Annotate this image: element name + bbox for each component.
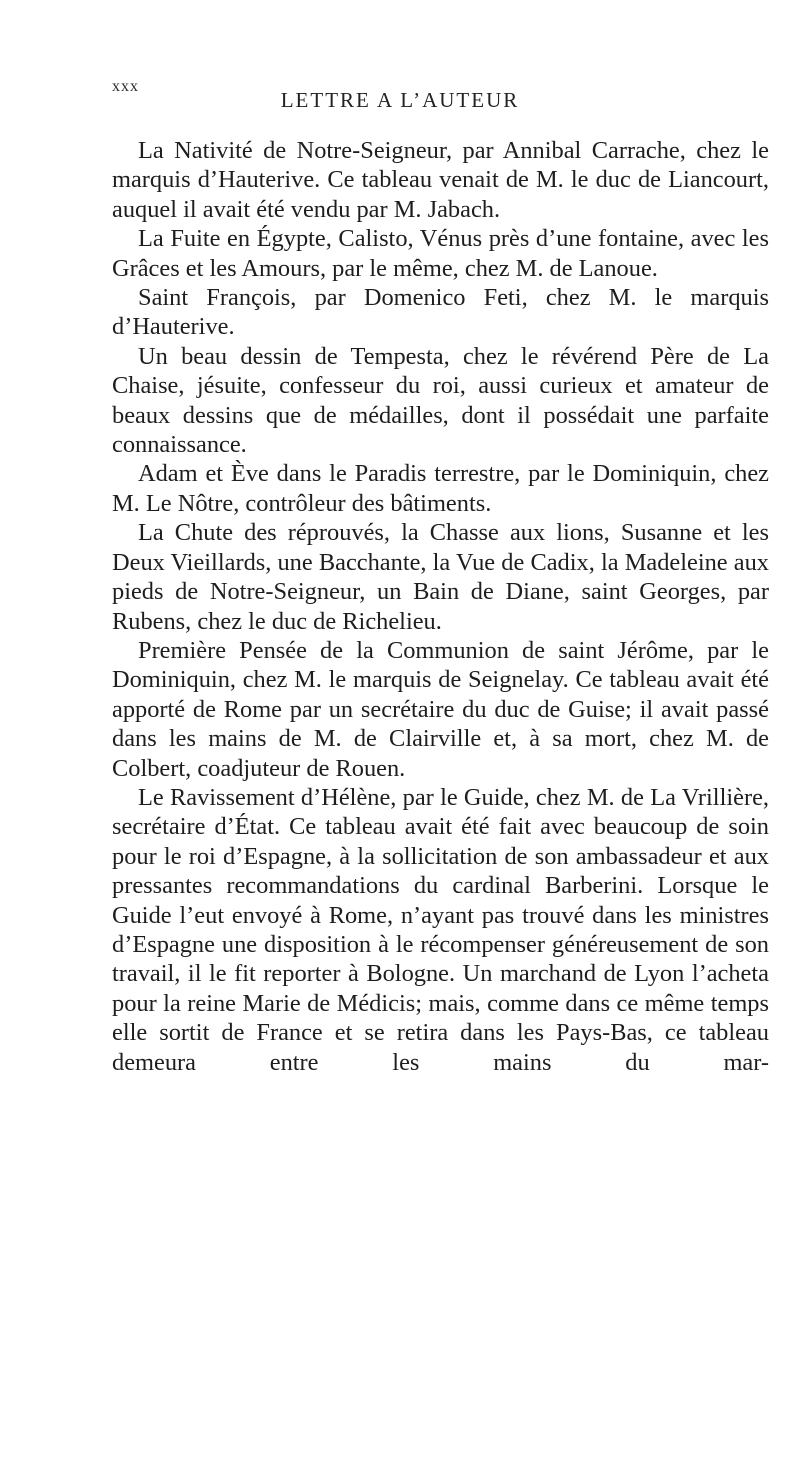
page-header xyxy=(0,78,800,118)
paragraph-fuite-en-egypte: La Fuite en Égypte, Calisto, Vénus près d’une fontaine, avec les Grâces et les Amours, par le même, chez M. de Lanoue. xyxy=(112,225,769,282)
paragraph-dessin-tempesta: Un beau dessin de Tempesta, chez le révérend Père de La Chaise, jésuite, confesseur du roi, aussi curieux et amateur de beaux dessins que de médailles, dont il possédait une parfaite connaissance. xyxy=(112,342,769,459)
page-number: xxx xyxy=(112,78,139,95)
paragraph-rubens: La Chute des réprouvés, la Chasse aux lions, Susanne et les Deux Vieillards, une Bacchante, la Vue de Cadix, la Madeleine aux pieds de Notre-Seigneur, un Bain de Diane, saint Georges, par Rubens, chez le duc de Richelieu. xyxy=(112,519,769,635)
paragraph-saint-francois: Saint François, par Domenico Feti, chez M. le marquis d’Hauterive. xyxy=(112,284,769,341)
running-title: LETTRE A L’AUTEUR xyxy=(280,88,520,112)
paragraph-ravissement-helene: Le Ravissement d’Hélène, par le Guide, chez M. de La Vrillière, secrétaire d’État. Ce tableau avait été fait avec beaucoup de soin pour le roi d’Espagne, à la sollicitation de son ambassadeur et aux pressantes recommandations du cardinal Barberini. Lorsque le Guide l’eut envoyé à Rome, n’ayant pas trouvé dans les ministres d’Espagne une disposition à le récompenser généreusement de son travail, il le fit reporter à Bologne. Un marchand de Lyon l’acheta pour la reine Marie de Médicis; mais, comme dans ce même temps elle sortit de France et se retira dans les Pays-Bas, ce tableau demeura entre les mains du mar- xyxy=(112,783,769,1076)
body-text xyxy=(112,136,769,1077)
paragraph-communion-saint-jerome: Première Pensée de la Communion de saint Jérôme, par le Dominiquin, chez M. le marquis de Seignelay. Ce tableau avait été apporté de Rome par un secrétaire du duc de Guise; il avait passé dans les mains de M. de Clairville et, à sa mort, chez M. de Colbert, coadjuteur de Rouen. xyxy=(112,636,769,782)
paragraph-nativite: La Nativité de Notre-Seigneur, par Annibal Carrache, chez le marquis d’Hauterive. Ce tableau venait de M. le duc de Liancourt, auquel il avait été vendu par M. Jabach. xyxy=(112,137,769,223)
paragraph-adam-et-eve: Adam et Ève dans le Paradis terrestre, par le Dominiquin, chez M. Le Nôtre, contrôleur des bâtiments. xyxy=(112,460,769,517)
